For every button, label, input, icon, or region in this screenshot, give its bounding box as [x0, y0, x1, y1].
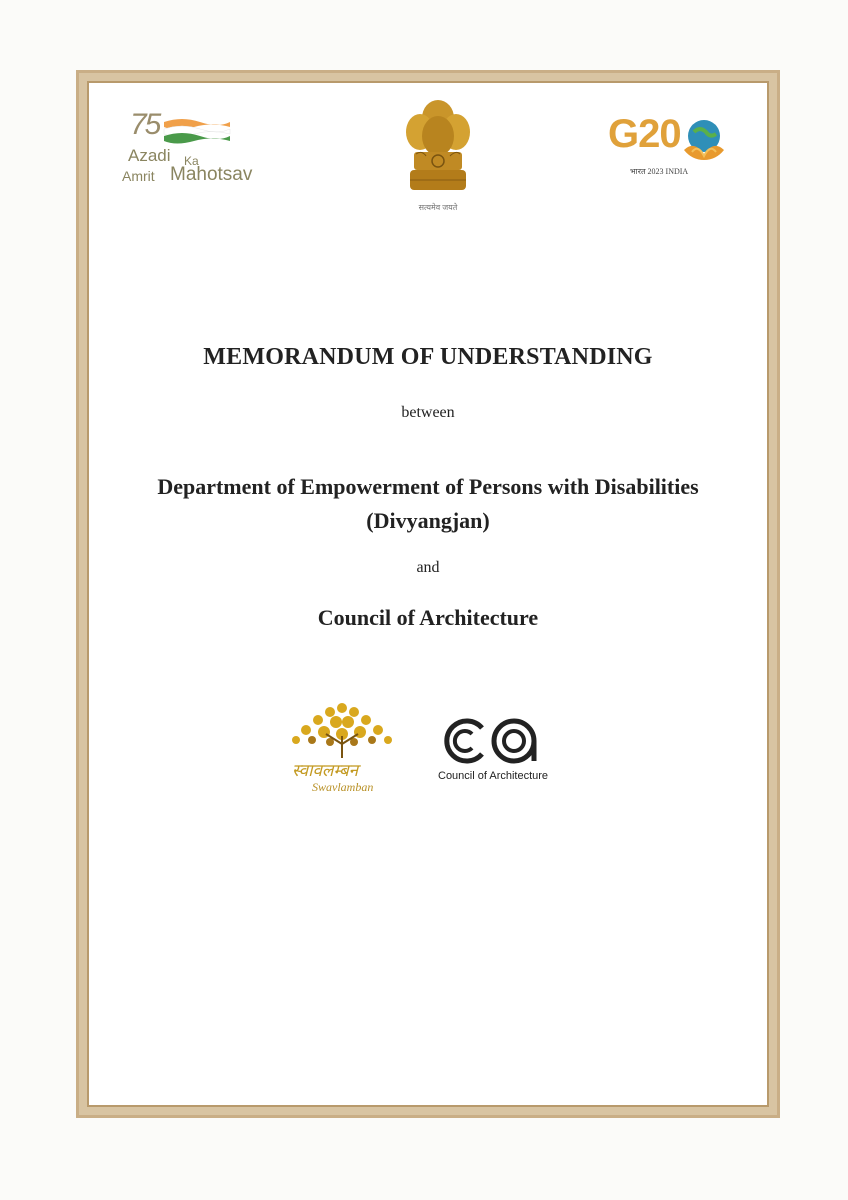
aka-number: 75 — [130, 108, 160, 141]
lion-capital-icon — [398, 96, 478, 200]
council-of-architecture-logo — [438, 716, 558, 786]
g20-subtitle: भारत 2023 INDIA — [630, 167, 689, 176]
party1-name-continued: (Divyangjan) — [366, 508, 490, 533]
party1-name: Department of Empowerment of Persons with Disabilities — [157, 474, 699, 499]
swavlamban-name: Swavlamban — [312, 780, 374, 794]
page-border-inner — [87, 81, 769, 1107]
and-text: and — [416, 559, 440, 576]
aka-word-amrit: Amrit — [122, 168, 155, 184]
coa-caption: Council of Architecture — [438, 770, 549, 782]
swavlamban-hindi: स्वावलम्बन — [292, 761, 359, 780]
aka-word-mahotsav: Mahotsav — [170, 164, 253, 185]
g20-wordmark: G20 — [608, 112, 681, 156]
emblem-motto: सत्यमेव जयते — [418, 203, 458, 212]
tricolour-flag-icon — [162, 116, 232, 146]
aka-word-ka: Ka — [184, 154, 199, 168]
party2-name: Council of Architecture — [317, 605, 539, 630]
document-title: MEMORANDUM OF UNDERSTANDING — [203, 344, 653, 370]
g20-logo — [608, 112, 738, 182]
lotus-globe-icon — [680, 116, 728, 166]
between-text: between — [401, 404, 455, 421]
national-emblem — [398, 96, 478, 214]
tree-leaves-icon — [286, 700, 398, 760]
aka-word-azadi: Azadi — [128, 146, 171, 165]
coa-mark-icon — [438, 716, 548, 766]
swavlamban-logo — [286, 700, 398, 800]
azadi-ka-amrit-mahotsav-logo — [122, 108, 262, 188]
